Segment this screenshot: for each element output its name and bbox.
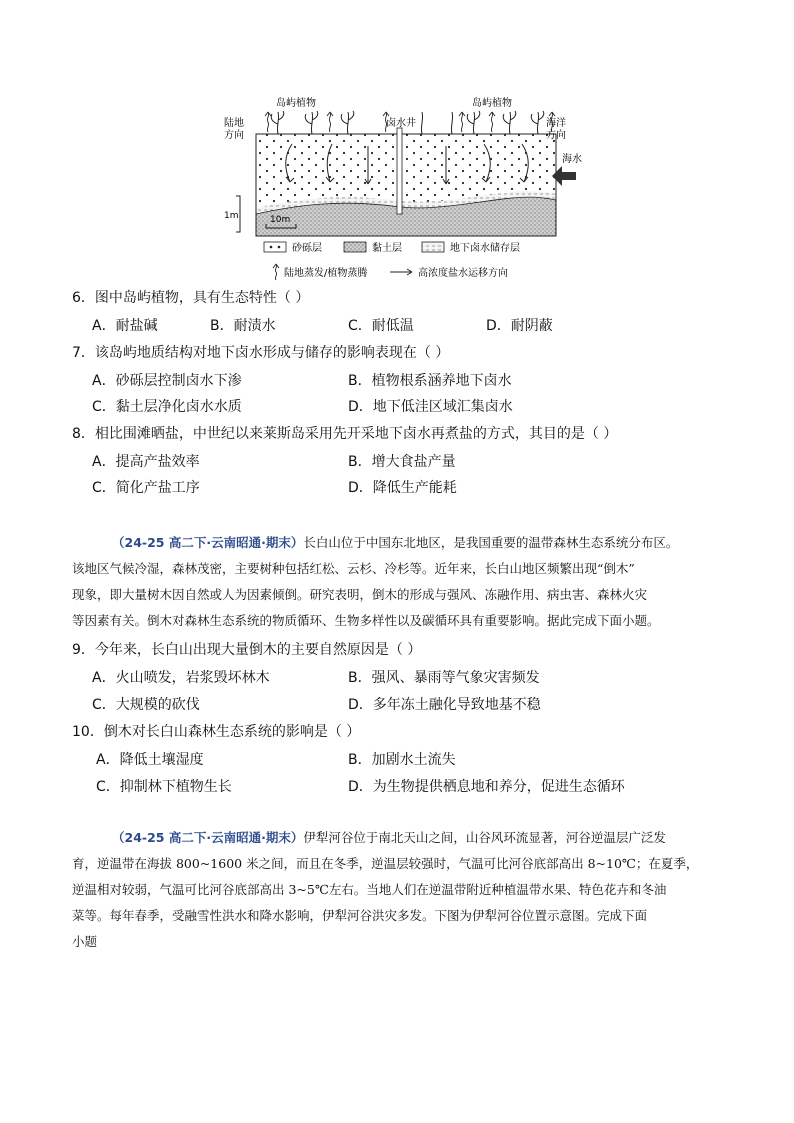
ocean-direction-label-1: 海洋: [546, 118, 566, 129]
question-6-option-a[interactable]: A．耐盐碱: [92, 318, 158, 334]
question-9-option-d[interactable]: D．多年冻土融化导致地基不稳: [348, 697, 541, 713]
question-7-option-c[interactable]: C．黏土层净化卤水水质: [92, 399, 242, 415]
legend-brine-storage: 地下卤水储存层: [450, 243, 520, 254]
question-7-option-b[interactable]: B．植物根系涵养地下卤水: [348, 373, 512, 389]
brine-island-figure: [222, 96, 592, 284]
question-8-stem: 8．相比围滩晒盐，中世纪以来莱斯岛采用先开采地下卤水再煮盐的方式，其目的是（ ）: [72, 426, 618, 442]
passage-yili-source: （24-25 高二下·云南昭通·期末）: [112, 830, 304, 845]
passage-changbai-line-4: 等因素有关。倒木对森林生态系统的物质循环、生物多样性以及碳循环具有重要影响。据此完成下面小题。: [72, 613, 660, 628]
question-10-option-d[interactable]: D．为生物提供栖息地和养分，促进生态循环: [348, 779, 625, 795]
depth-scale-label: 1m: [224, 211, 239, 221]
question-9-option-a[interactable]: A．火山喷发，岩浆毁坏林木: [92, 670, 270, 686]
question-10-option-c[interactable]: C．抑制林下植物生长: [96, 779, 232, 795]
passage-changbai-line-2: 该地区气候冷湿，森林茂密，主要树种包括红松、云杉、冷杉等。近年来，长白山地区频繁出现“倒木”: [72, 561, 635, 576]
question-10-option-b[interactable]: B．加剧水土流失: [348, 752, 456, 768]
length-scale-label: 10m: [270, 215, 291, 225]
island-cross-section-diagram: [222, 96, 592, 284]
ocean-direction-label-2: 方向: [546, 130, 566, 141]
question-9-stem: 9．今年来，长白山出现大量倒木的主要自然原因是（ ）: [72, 642, 422, 658]
passage-yili-line-2: 育，逆温带在海拔 800~1600 米之间，而且在冬季，逆温层较强时，气温可比河谷底部高出 8~10℃；在夏季，: [72, 856, 699, 871]
question-6-stem: 6．图中岛屿植物，具有生态特性（ ）: [72, 290, 310, 306]
plant-label-right: 岛屿植物: [472, 98, 512, 109]
passage-yili-line-4: 菜等。每年春季，受融雪性洪水和降水影响，伊犁河谷洪灾多发。下图为伊犁河谷位置示意图。完成下面: [72, 908, 648, 923]
passage-changbai-text-1: 长白山位于中国东北地区，是我国重要的温带森林生态系统分布区。: [303, 535, 679, 550]
land-direction-label-1: 陆地: [224, 118, 244, 129]
legend-brine-flow: 高浓度盐水运移方向: [418, 268, 508, 279]
legend-evaporation: 陆地蒸发/植物蒸腾: [284, 268, 368, 279]
question-7-option-d[interactable]: D．地下低洼区域汇集卤水: [348, 399, 513, 415]
brine-well: [397, 128, 402, 214]
seawater-label: 海水: [562, 154, 582, 165]
passage-yili-line-5: 小题: [72, 934, 98, 949]
brine-well-label: 卤水井: [386, 118, 416, 129]
legend-gravel: 砂砾层: [292, 243, 322, 254]
passage-changbai-line-1: [72, 530, 732, 556]
question-10-stem: 10．倒木对长白山森林生态系统的影响是（ ）: [72, 724, 361, 740]
ground-block: [256, 128, 556, 236]
question-6-option-d[interactable]: D．耐阴蔽: [486, 318, 553, 334]
plant-label-left: 岛屿植物: [276, 98, 316, 109]
question-7-stem: 7．该岛屿地质结构对地下卤水形成与储存的影响表现在（ ）: [72, 345, 450, 361]
passage-yili-text-1: 伊犁河谷位于南北天山之间，山谷风环流显著，河谷逆温层广泛发: [303, 830, 666, 845]
question-6-option-b[interactable]: B．耐渍水: [210, 318, 276, 334]
land-direction-label-2: 方向: [224, 130, 244, 141]
question-10-option-a[interactable]: A．降低土壤湿度: [96, 752, 204, 768]
passage-yili: [72, 825, 732, 955]
passage-changbai-source: （24-25 高二下·云南昭通·期末）: [112, 535, 304, 550]
question-9-option-c[interactable]: C．大规模的砍伐: [92, 697, 200, 713]
legend-clay: 黏土层: [372, 243, 402, 254]
question-8-option-a[interactable]: A．提高产盐效率: [92, 454, 200, 470]
passage-yili-line-3: 逆温相对较弱，气温可比河谷底部高出 3~5℃左右。当地人们在逆温带附近种植温带水果、特色花卉和冬油: [72, 882, 667, 897]
question-8-option-d[interactable]: D．降低生产能耗: [348, 480, 457, 496]
question-8-option-c[interactable]: C．简化产盐工序: [92, 480, 200, 496]
question-7-option-a[interactable]: A．砂砾层控制卤水下渗: [92, 373, 242, 389]
question-9-option-b[interactable]: B．强风、暴雨等气象灾害频发: [348, 670, 540, 686]
figure-legend: [264, 241, 520, 280]
passage-changbai: [72, 530, 732, 634]
question-8-option-b[interactable]: B．增大食盐产量: [348, 454, 456, 470]
passage-changbai-line-3: 现象，即大量树木因自然或人为因素倾倒。研究表明，倒木的形成与强风、冻融作用、病虫害、森林火灾: [72, 587, 648, 602]
passage-yili-line-1: [72, 825, 732, 851]
question-6-option-c[interactable]: C．耐低温: [348, 318, 414, 334]
